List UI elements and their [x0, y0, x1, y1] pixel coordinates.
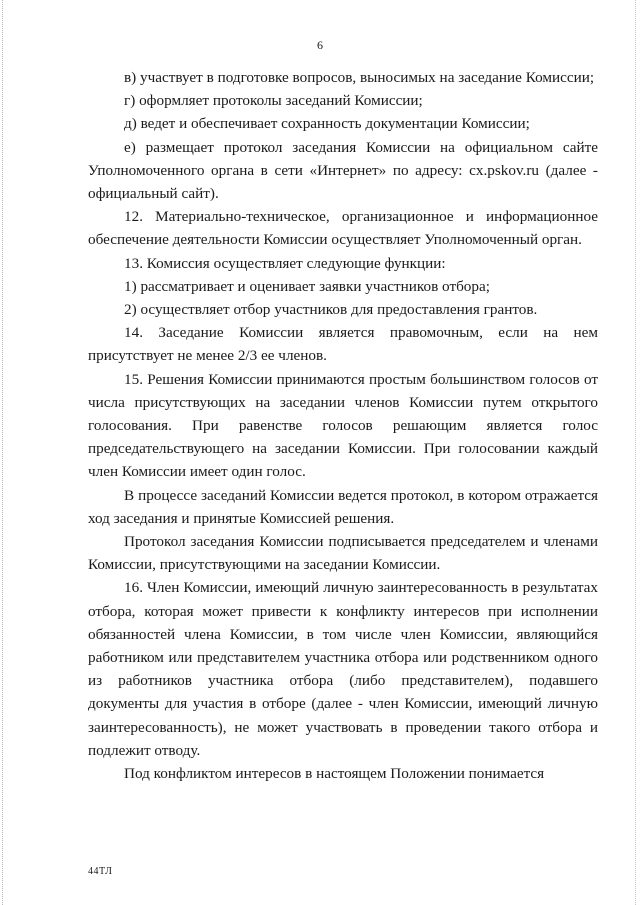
document-body	[88, 66, 598, 785]
paragraph-item-d: д) ведет и обеспечивает сохранность документации Комиссии;	[124, 115, 530, 133]
paragraph-item-g: г) оформляет протоколы заседаний Комиссии;	[124, 92, 423, 110]
paragraph-16: 16. Член Комиссии, имеющий личную заинтересованность в результатах отбора, которая может привести к конфликту интересов при исполнении обязанностей члена Комиссии, в том числе член Комиссии, являющийся работником или представителем участника отбора или родственником одного из работников участника отбора (либо представителем), подавшего документы для участия в отборе (далее - член Комиссии, имеющий личную заинтересованность), не может участвовать в проведении такого отбора и подлежит отводу.	[88, 579, 598, 759]
paragraph-13-item-1: 1) рассматривает и оценивает заявки участников отбора;	[124, 277, 490, 295]
paragraph-conflict-definition: Под конфликтом интересов в настоящем Положении понимается	[124, 765, 545, 783]
paragraph-15: 15. Решения Комиссии принимаются простым большинством голосов от числа присутствующих на заседании членов Комиссии путем открытого голосования. При равенстве голосов решающим является голос председательствующего на заседании Комиссии. При голосовании каждый член Комиссии имеет один голос.	[88, 370, 598, 481]
paragraph-14: 14. Заседание Комиссии является правомочным, если на нем присутствует не менее 2/3 ее членов.	[88, 324, 598, 365]
paragraph-13-item-2: 2) осуществляет отбор участников для предоставления грантов.	[124, 301, 538, 319]
scan-edge-right	[635, 0, 637, 905]
paragraph-12: 12. Материально-техническое, организационное и информационное обеспечение деятельности Комиссии осуществляет Уполномоченный орган.	[88, 208, 598, 249]
paragraph-item-e: е) размещает протокол заседания Комиссии на официальном сайте Уполномоченного органа в сети «Интернет» по адресу: cx.pskov.ru (далее - официальный сайт).	[88, 138, 598, 203]
page-number: 6	[317, 38, 323, 52]
paragraph-item-v: в) участвует в подготовке вопросов, выносимых на заседание Комиссии;	[124, 69, 595, 86]
paragraph-13: 13. Комиссия осуществляет следующие функции:	[124, 254, 446, 272]
paragraph-protocol-signing: Протокол заседания Комиссии подписывается председателем и членами Комиссии, присутствующими на заседании Комиссии.	[88, 533, 598, 574]
footer-code: 44ТЛ	[88, 866, 113, 877]
scan-edge-left	[2, 0, 4, 905]
paragraph-protocol-process: В процессе заседаний Комиссии ведется протокол, в котором отражается ход заседания и принятые Комиссией решения.	[88, 486, 598, 527]
